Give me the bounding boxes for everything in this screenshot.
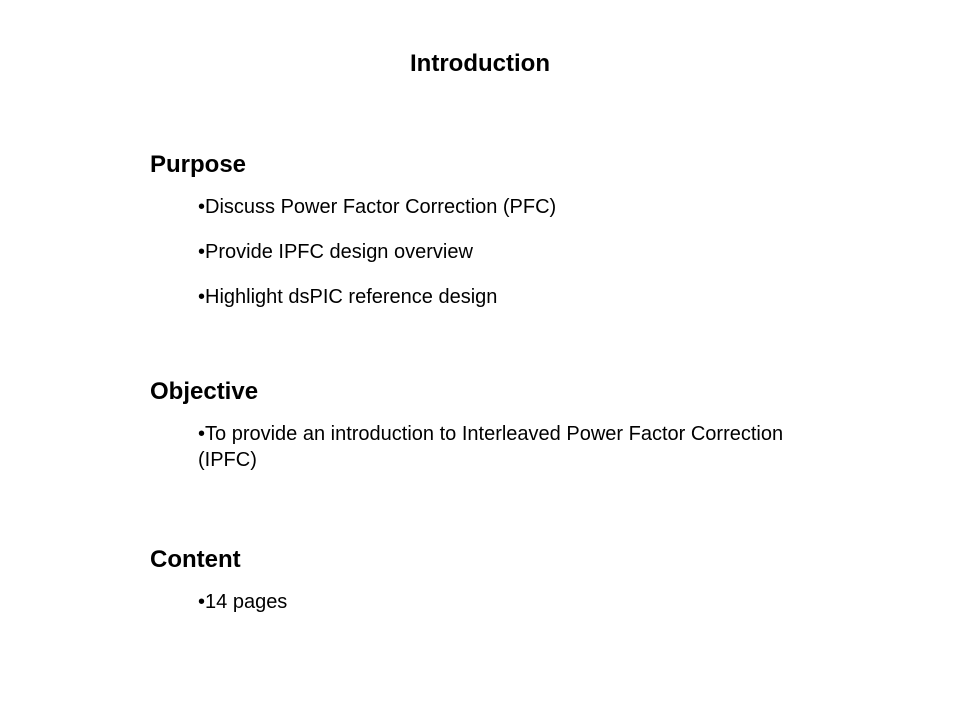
bullet-item [198, 421, 810, 473]
bullet-list-objective [150, 421, 810, 473]
section-purpose [150, 150, 810, 329]
bullet-text: Highlight dsPIC reference design [205, 286, 498, 308]
bullet-list-content [150, 589, 810, 615]
section-heading-content: Content [150, 546, 241, 573]
bullet-text: Discuss Power Factor Correction (PFC) [205, 196, 557, 218]
bullet-text: 14 pages [205, 591, 288, 613]
bullet-icon: • [198, 196, 206, 218]
bullet-item [198, 589, 810, 615]
bullet-item [198, 239, 810, 265]
bullet-text: To provide an introduction to Interleaved Power Factor Correction (IPFC) [198, 423, 784, 471]
bullet-icon: • [198, 241, 206, 263]
bullet-icon: • [198, 286, 206, 308]
bullet-item [198, 194, 810, 220]
section-content [150, 545, 810, 634]
bullet-text: Provide IPFC design overview [205, 241, 473, 263]
bullet-icon: • [198, 423, 206, 445]
bullet-list-purpose [150, 194, 810, 310]
bullet-icon: • [198, 591, 206, 613]
section-heading-objective: Objective [150, 378, 259, 405]
section-objective [150, 377, 810, 492]
bullet-item [198, 284, 810, 310]
slide-title: Introduction [410, 50, 550, 77]
section-heading-purpose: Purpose [150, 151, 247, 178]
